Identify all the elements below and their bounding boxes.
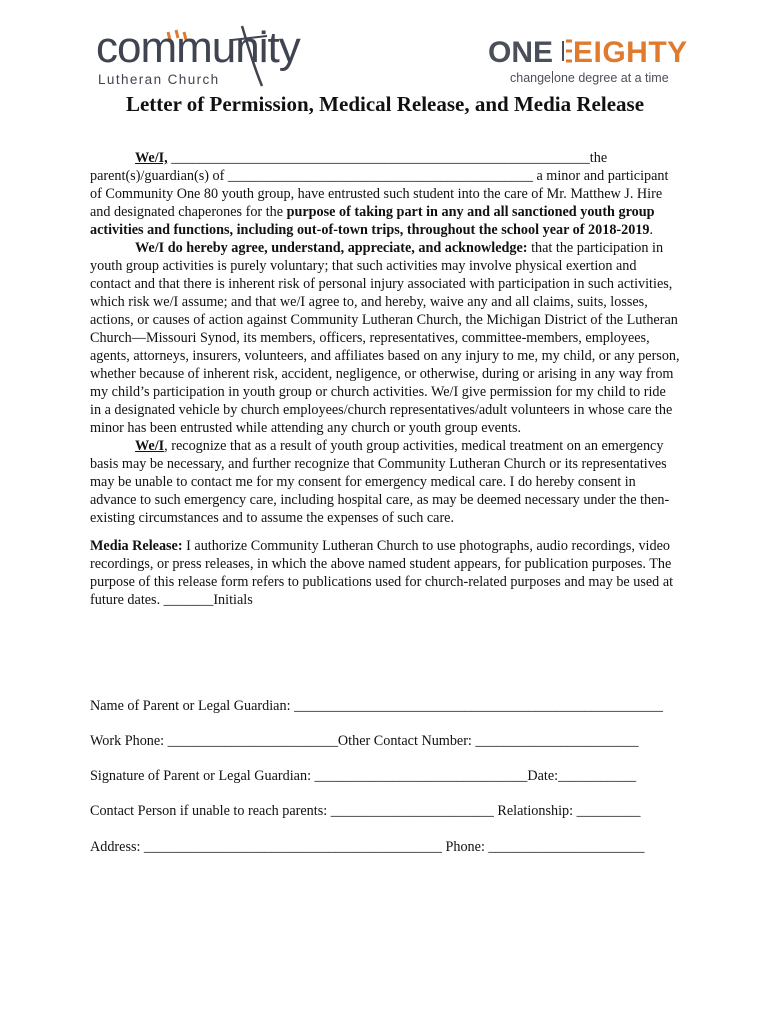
one-eighty-logo: [488, 38, 688, 88]
community-lutheran-church-logo: [92, 22, 300, 92]
document-title: Letter of Permission, Medical Release, and Media Release: [125, 92, 645, 116]
phone-fields[interactable]: Work Phone: ________________________Other Contact Number: _______________________: [90, 733, 639, 749]
logo-wordmark: community: [96, 23, 300, 72]
paragraph-media-release: Media Release: I authorize Community Lutheran Church to use photographs, audio recordings, video recordings, or press releases, in which the above named student appears, for publication purposes. The purpose of this release form refers to publications used for church-related purposes and may be used at future dates. _______Initials: [90, 538, 674, 608]
paragraph-medical: We/I, recognize that as a result of youth group activities, medical treatment on an emergency basis may be necessary, and further recognize that Community Lutheran Church or its representatives may be unable to contact me for my consent for emergency medical care. I do hereby consent in advance to such emergency care, including hospital care, as may be deemed necessary under the then-existing circumstances and to assume the expenses of such care.: [90, 438, 670, 526]
contact-person-field[interactable]: Contact Person if unable to reach parents: _______________________ Relationship: _________: [90, 803, 641, 819]
paragraph-waiver: We/I do hereby agree, understand, appreciate, and acknowledge: that the participation in youth group activities is purely voluntary; that such activities may involve physical exertion and contact and that there is inherent risk of personal injury associated with participation in such activities, which risk we/I assume; and that we/I agree to, and hereby, waive any and all claims, suits, losses, actions, or causes of action against Community Lutheran Church, the Michigan District of the Lutheran Church—Missouri Synod, its members, officers, representatives, committee-members, employees, agents, attorneys, insurers, volunteers, and affiliates based on any injury to me, my child, or any person, whether because of inherent risk, accident, negligence, or otherwise, during or arising in any way from my child’s participation in youth group or church activities. We/I give permission for my child to ride in a designated vehicle by church employees/church representatives/adult volunteers in whose care the minor has been entrusted while attending any church or youth group events.: [90, 240, 680, 436]
logo-subtitle: Lutheran Church: [98, 72, 220, 87]
address-phone-field[interactable]: Address: __________________________________________ Phone: ______________________: [90, 839, 645, 855]
signature-date-field[interactable]: Signature of Parent or Legal Guardian: ______________________________Date:___________: [90, 768, 637, 784]
divider-mark-icon: [560, 39, 574, 63]
logo-one: ONE: [488, 36, 554, 69]
logo-tagline: change one degree at a time: [510, 71, 669, 85]
guardian-name-field[interactable]: Name of Parent or Legal Guardian: ____________________________________________________: [90, 698, 663, 714]
letter-body: [90, 149, 680, 609]
paragraph-permission: We/I, ___________________________________________________________the parent(s)/guardian(s) of ___________________________________________ a minor and participant of Community One 80 youth group, have entrusted such student into the care of Mr. Matthew J. Hire and designated chaperones for the purpose of taking part in any and all sanctioned youth group activities and functions, including out-of-town trips, throughout the school year of 2018-2019.: [90, 150, 669, 238]
logo-eighty: EIGHTY: [573, 36, 688, 69]
